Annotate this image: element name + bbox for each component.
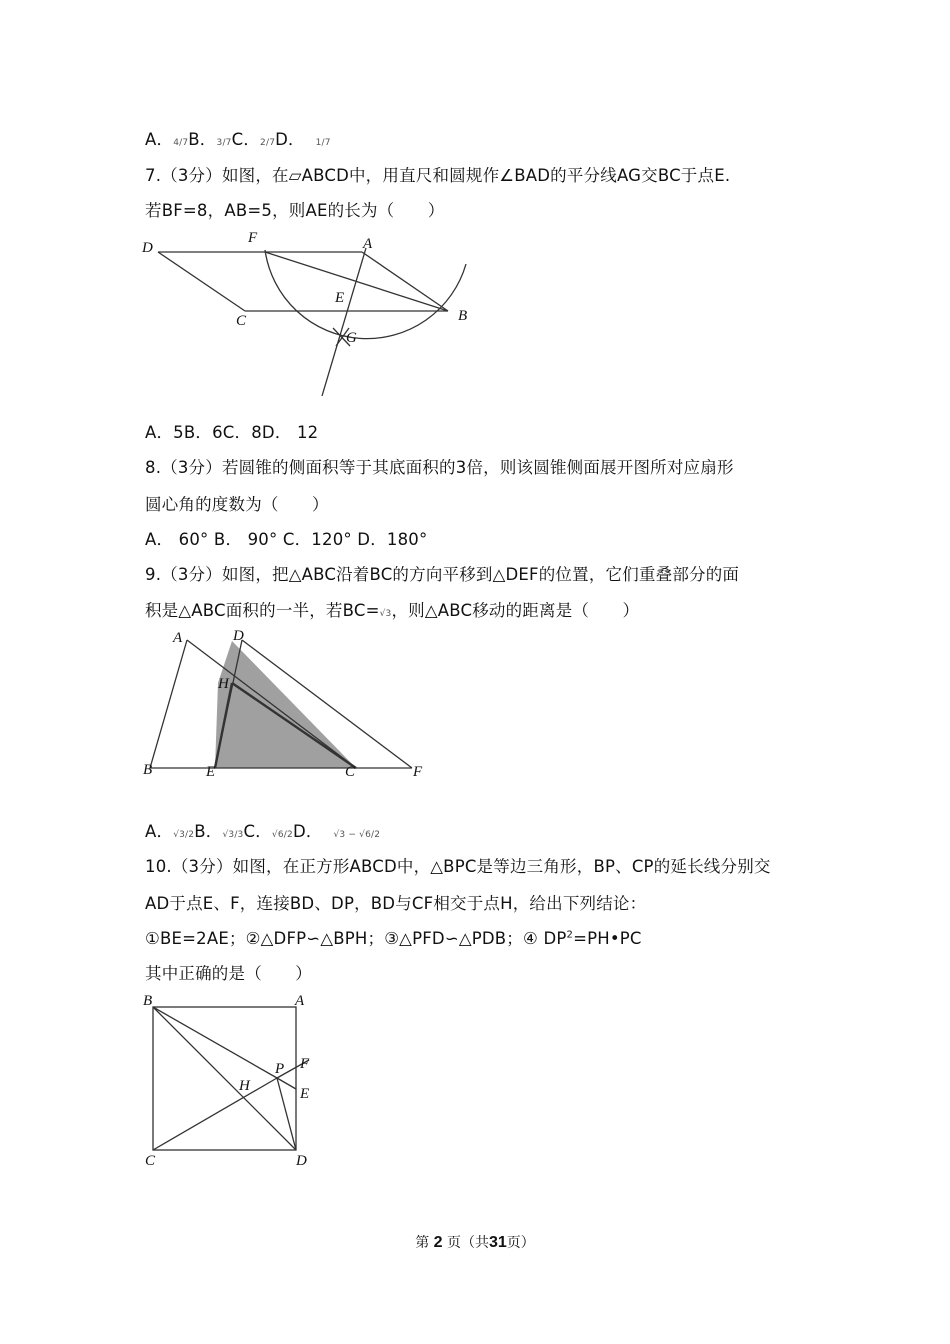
q9-bc-value: √3 — [379, 609, 392, 619]
q9-options: A．√3/2B．√3/3C．√6/2D． √3 − √6/2 — [145, 822, 381, 841]
q9-label-e: E — [206, 764, 216, 780]
q6-option-d-fraction: 1/7 — [315, 138, 331, 148]
q7-line2: 若BF=8，AB=5，则AE的长为（ ） — [145, 201, 445, 220]
page-total: 31 — [489, 1234, 507, 1251]
q9-line1: 9.（3分）如图，把△ABC沿着BC的方向平移到△DEF的位置，它们重叠部分的面 — [145, 565, 740, 584]
q9-label-a: A — [173, 630, 183, 646]
q8-line1: 8.（3分）若圆锥的侧面积等于其底面积的3倍，则该圆锥侧面展开图所对应扇形 — [145, 458, 734, 477]
q9-option-a-value: √3/2 — [173, 830, 195, 840]
q10-label-e: E — [300, 1086, 310, 1102]
q9-option-b-value: √3/3 — [222, 830, 244, 840]
q10-label-d: D — [296, 1153, 307, 1169]
page-number: 2 — [433, 1234, 443, 1251]
q9-label-h: H — [218, 676, 229, 692]
q7-label-f: F — [248, 230, 258, 246]
q7-options: A．5B．6C．8D． 12 — [145, 423, 319, 442]
page-footer: 第 2 页（共31页） — [415, 1234, 535, 1251]
q6-option-b-fraction: 3/7 — [216, 138, 232, 148]
q7-label-e: E — [335, 290, 345, 306]
q9-option-c-value: √6/2 — [271, 830, 293, 840]
q7-label-g: G — [346, 330, 357, 346]
q10-label-f: F — [300, 1056, 310, 1072]
q9-label-c: C — [345, 764, 356, 780]
q9-option-d-value: √3 − √6/2 — [333, 830, 381, 840]
q9-figure — [140, 626, 440, 784]
q6-option-a-fraction: 4/7 — [173, 138, 189, 148]
q9-line2: 积是△ABC面积的一半，若BC=√3，则△ABC移动的距离是（ ） — [145, 601, 640, 620]
q6-options: A．4/7B．3/7C．2/7D． 1/7 — [145, 130, 331, 149]
q9-label-b: B — [143, 762, 153, 778]
q10-label-p: P — [275, 1061, 285, 1077]
q9-label-d: D — [233, 628, 244, 644]
q10-label-a: A — [295, 993, 305, 1009]
q7-figure — [140, 228, 480, 400]
q7-label-c: C — [236, 313, 247, 329]
q8-line2: 圆心角的度数为（ ） — [145, 495, 329, 514]
q10-label-c: C — [145, 1153, 156, 1169]
q9-label-f: F — [413, 764, 423, 780]
q7-line1: 7.（3分）如图，在▱ABCD中，用直尺和圆规作∠BAD的平分线AG交BC于点E. — [145, 166, 731, 185]
q7-label-b: B — [458, 308, 468, 324]
q10-line1: 10.（3分）如图，在正方形ABCD中，△BPC是等边三角形，BP、CP的延长线分别交 — [145, 857, 771, 876]
q7-label-a: A — [363, 236, 373, 252]
q10-line4: 其中正确的是（ ） — [145, 964, 312, 983]
q6-option-c-fraction: 2/7 — [260, 138, 276, 148]
q10-label-b: B — [143, 993, 153, 1009]
q10-figure — [140, 990, 330, 1170]
q10-line3: ①BE=2AE；②△DFP∽△BPH；③△PFD∽△PDB；④ $DP^2=PH•PC$ — [145, 929, 642, 948]
q10-label-h: H — [239, 1078, 250, 1094]
q10-line2: AD于点E、F，连接BD、DP，BD与CF相交于点H，给出下列结论： — [145, 894, 647, 913]
q7-label-d: D — [142, 240, 153, 256]
q8-options: A． 60° B． 90° C．120° D．180° — [145, 530, 428, 549]
